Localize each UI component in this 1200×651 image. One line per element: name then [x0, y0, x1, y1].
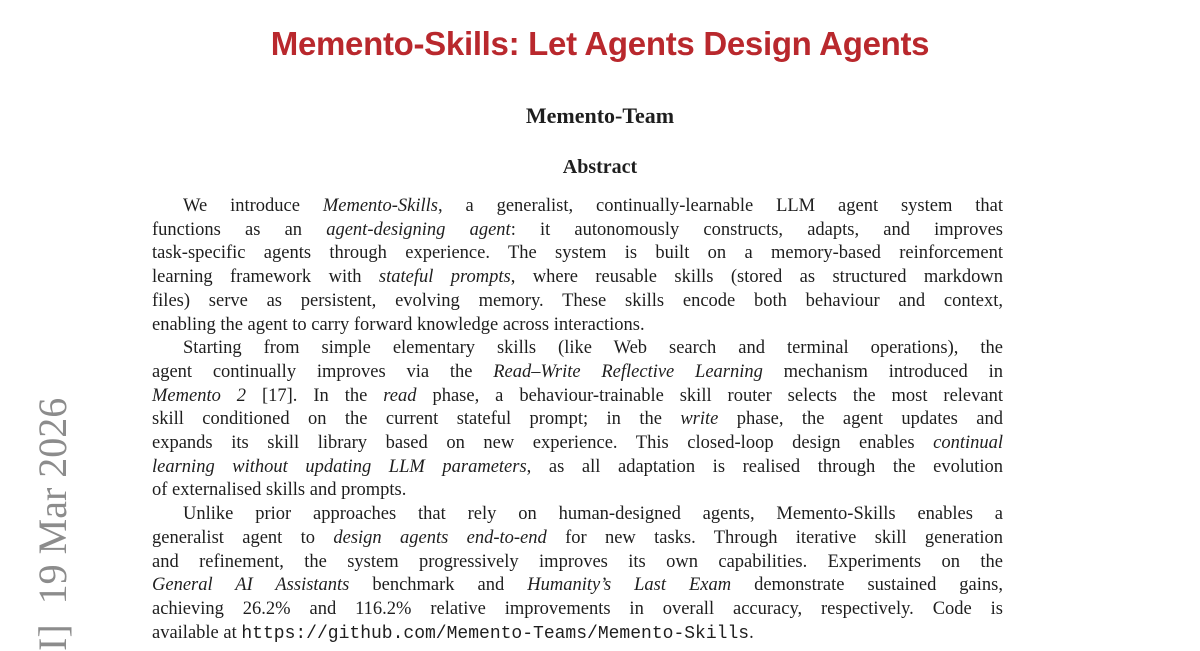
text-segment: generalist agent to	[152, 527, 334, 548]
text-segment: Read–Write Reflective Learning	[493, 361, 763, 382]
text-segment: continual	[933, 433, 1003, 454]
text-segment: agent continually improves via the	[152, 361, 494, 382]
text-segment: files) serve as persistent, evolving memory. These skills encode both behaviour and context,	[152, 290, 1003, 311]
text-segment: expands its skill library based on new experience. This closed-loop design enables	[152, 433, 934, 454]
text-segment: read	[383, 385, 417, 406]
text-segment: skill conditioned on the current stateful prompt; in the	[152, 409, 681, 430]
abstract-heading: Abstract	[562, 156, 638, 178]
abstract-line	[152, 456, 1003, 480]
text-segment: of externalised skills and prompts.	[152, 480, 407, 501]
abstract-line	[152, 361, 1003, 385]
abstract-line	[152, 219, 1003, 243]
abstract-line	[152, 266, 1003, 290]
text-segment: for new tasks. Through iterative skill generation	[546, 527, 1003, 548]
text-segment: agent-designing agent	[326, 219, 511, 240]
abstract-line	[152, 574, 1003, 598]
text-segment: mechanism introduced in	[762, 361, 1003, 382]
code-repository-url[interactable]: https://github.com/Memento-Teams/Memento-Skills	[241, 623, 750, 644]
abstract-line	[152, 290, 1003, 314]
text-segment: stateful prompts	[378, 267, 511, 288]
abstract-line	[152, 314, 1003, 338]
text-segment: : it autonomously constructs, adapts, and improves	[510, 219, 1003, 240]
text-segment: .	[749, 622, 754, 643]
text-segment: phase, a behaviour-trainable skill router selects the most relevant	[416, 385, 1003, 406]
abstract-line	[152, 503, 1003, 527]
text-segment: enabling the agent to carry forward knowledge across interactions.	[152, 314, 645, 335]
abstract-line	[152, 432, 1003, 456]
text-segment: phase, the agent updates and	[718, 409, 1003, 430]
abstract-line	[152, 551, 1003, 575]
abstract-line	[152, 408, 1003, 432]
abstract-line	[152, 479, 1003, 503]
text-segment: , as all adaptation is realised through the evolution	[526, 456, 1003, 477]
text-segment: Memento-Skills	[322, 196, 438, 216]
text-segment: [17]. In the	[246, 385, 384, 406]
abstract-line	[152, 385, 1003, 409]
text-segment: learning framework with	[152, 267, 379, 288]
text-segment: , a generalist, continually-learnable LLM agent system that	[437, 196, 1004, 216]
abstract-line	[152, 195, 1003, 219]
text-segment: , where reusable skills (stored as structured markdown	[510, 267, 1003, 288]
abstract-line	[152, 598, 1003, 622]
text-segment: demonstrate sustained gains,	[731, 575, 1003, 596]
text-segment: General AI Assistants	[152, 575, 350, 596]
text-segment: Starting from simple elementary skills (like Web search and terminal operations), the	[183, 338, 1003, 359]
text-segment: design agents end-to-end	[333, 527, 547, 548]
abstract-body	[152, 195, 1003, 646]
author-name: Memento-Team	[525, 103, 675, 128]
text-segment: Memento 2	[152, 385, 247, 406]
text-segment: task-specific agents through experience. The system is built on a memory-based reinforcement	[152, 243, 1003, 264]
arxiv-watermark: I] 19 Mar 2026	[30, 397, 75, 651]
text-segment: learning without updating LLM parameters	[152, 456, 527, 477]
text-segment: available at	[152, 622, 242, 643]
abstract-line	[152, 337, 1003, 361]
text-segment: write	[680, 409, 719, 430]
abstract-line	[152, 622, 1003, 647]
text-segment: Unlike prior approaches that rely on human-designed agents, Memento-Skills enables a	[183, 504, 1003, 525]
text-segment: Humanity’s Last Exam	[527, 575, 732, 596]
text-segment: We introduce	[183, 196, 323, 216]
text-segment: benchmark and	[349, 575, 528, 596]
text-segment: and refinement, the system progressively improves its own capabilities. Experiments on the	[152, 551, 1003, 572]
text-segment: achieving 26.2% and 116.2% relative improvements in overall accuracy, respectively. Code is	[152, 598, 1003, 619]
paper-title: Memento-Skills: Let Agents Design Agents	[270, 25, 930, 62]
abstract-line	[152, 527, 1003, 551]
abstract-line	[152, 242, 1003, 266]
text-segment: functions as an	[152, 219, 327, 240]
